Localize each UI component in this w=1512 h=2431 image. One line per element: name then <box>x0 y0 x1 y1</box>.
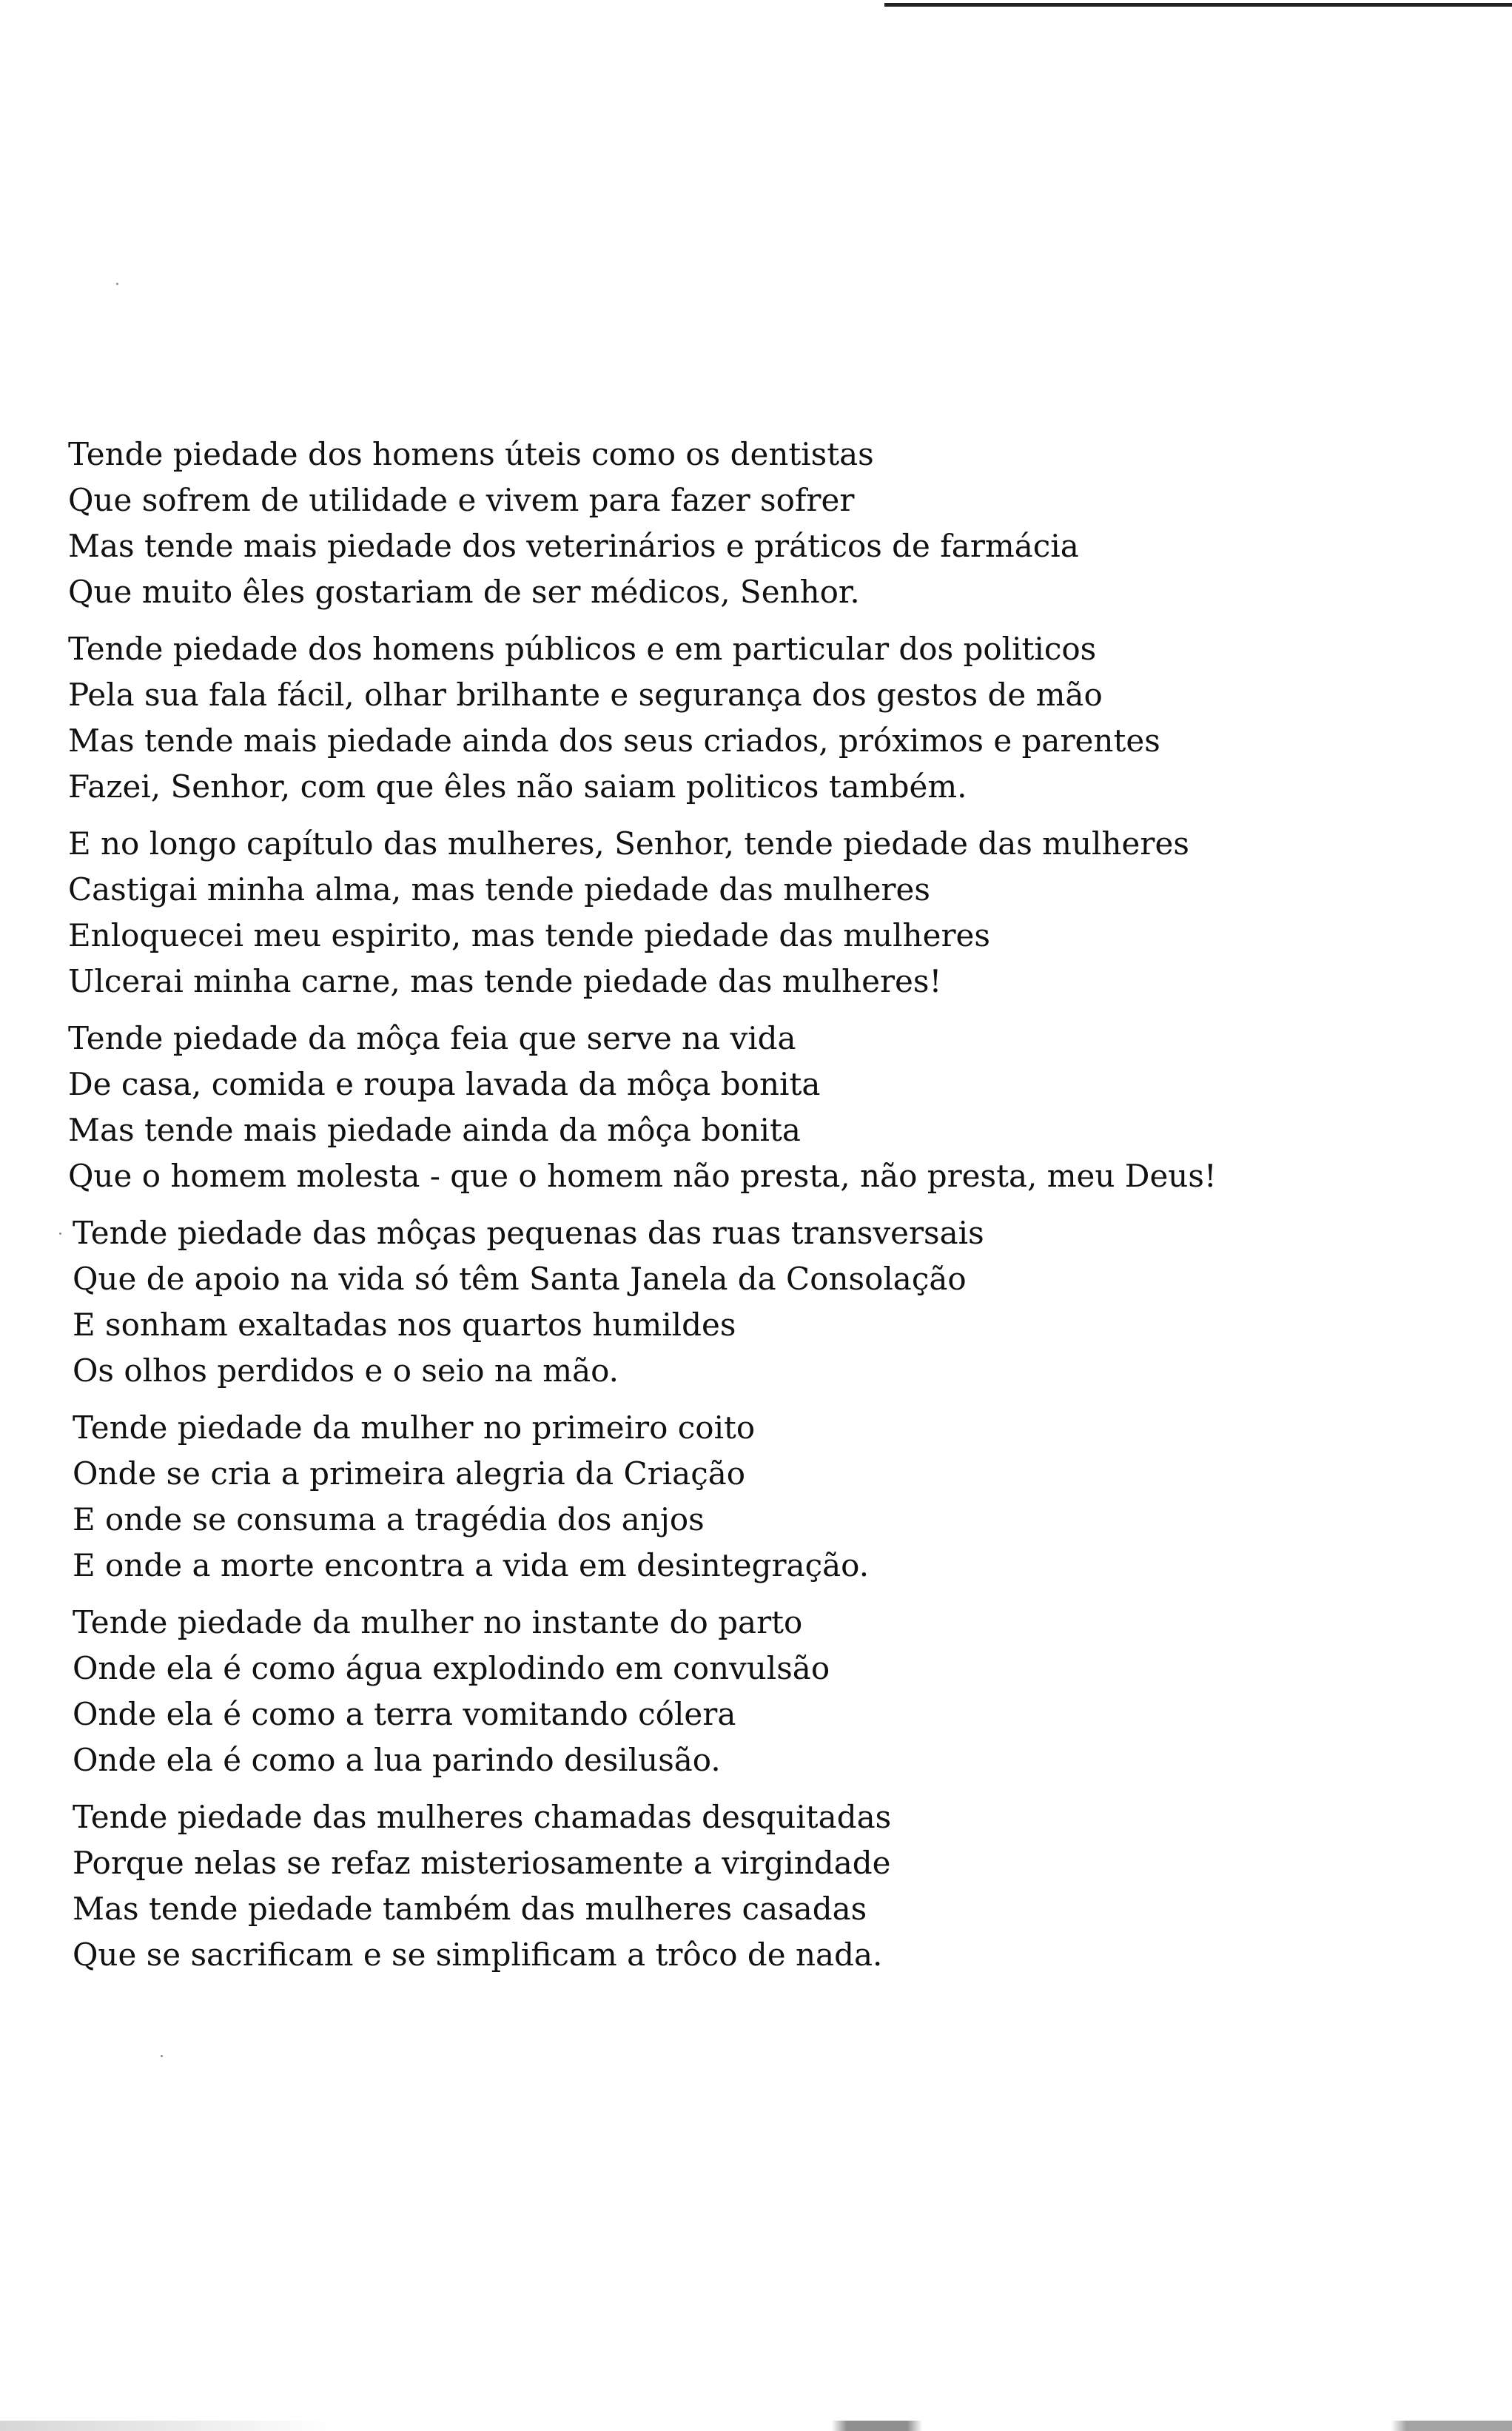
stanza <box>68 432 1217 615</box>
scan-top-rule <box>884 3 1512 7</box>
poem-line: Que o homem molesta - que o homem não presta, não presta, meu Deus! <box>68 1158 1217 1194</box>
poem-line: Tende piedade da mulher no instante do parto <box>73 1604 803 1640</box>
stanza <box>68 1600 1217 1783</box>
poem-line: Mas tende mais piedade ainda da môça bonita <box>68 1112 801 1148</box>
poem-line: Que muito êles gostariam de ser médicos, Senhor. <box>68 574 860 610</box>
scan-speck <box>161 2055 163 2057</box>
poem-line: Fazei, Senhor, com que êles não saiam politicos também. <box>68 768 967 805</box>
poem-line: Que sofrem de utilidade e vivem para fazer sofrer <box>68 482 855 518</box>
poem-line: Tende piedade da môça feia que serve na vida <box>68 1020 796 1056</box>
stanza <box>68 1016 1217 1199</box>
poem-line: Tende piedade das mulheres chamadas desquitadas <box>73 1799 892 1835</box>
scan-speck <box>116 283 118 285</box>
poem-line: Castigai minha alma, mas tende piedade das mulheres <box>68 871 930 908</box>
poem-text <box>68 432 1217 1989</box>
poem-line: Mas tende piedade também das mulheres casadas <box>73 1891 867 1927</box>
poem-line: Onde ela é como a lua parindo desilusão. <box>73 1742 721 1778</box>
poem-line: Que de apoio na vida só têm Santa Janela da Consolação <box>73 1261 967 1297</box>
poem-line: Tende piedade da mulher no primeiro coito <box>73 1409 756 1446</box>
poem-line: E no longo capítulo das mulheres, Senhor, tende piedade das mulheres <box>68 825 1189 862</box>
poem-line: De casa, comida e roupa lavada da môça bonita <box>68 1066 821 1102</box>
poem-line: Onde se cria a primeira alegria da Criação <box>73 1455 746 1492</box>
poem-line: Tende piedade dos homens úteis como os dentistas <box>68 436 874 472</box>
stanza <box>68 626 1217 810</box>
poem-line: Que se sacrificam e se simplificam a trôco de nada. <box>73 1937 883 1973</box>
poem-line: Enloquecei meu espirito, mas tende piedade das mulheres <box>68 917 990 953</box>
poem-line: Ulcerai minha carne, mas tende piedade das mulheres! <box>68 963 942 999</box>
stanza <box>68 1210 1217 1394</box>
poem-line: Porque nelas se refaz misteriosamente a virgindade <box>73 1845 891 1881</box>
scan-bottom-edge <box>0 2421 1512 2431</box>
poem-line: Onde ela é como água explodindo em convulsão <box>73 1650 830 1686</box>
stanza <box>68 1794 1217 1978</box>
poem-line: Tende piedade das môças pequenas das ruas transversais <box>73 1215 984 1251</box>
stanza <box>68 1405 1217 1589</box>
scan-speck <box>59 1233 61 1235</box>
poem-line: Pela sua fala fácil, olhar brilhante e segurança dos gestos de mão <box>68 677 1103 713</box>
poem-line: E onde a morte encontra a vida em desintegração. <box>73 1547 870 1583</box>
poem-line: Mas tende mais piedade dos veterinários e práticos de farmácia <box>68 528 1079 564</box>
poem-line: Os olhos perdidos e o seio na mão. <box>73 1352 619 1389</box>
poem-line: E onde se consuma a tragédia dos anjos <box>73 1501 705 1538</box>
poem-line: Onde ela é como a terra vomitando cólera <box>73 1696 736 1732</box>
poem-line: Tende piedade dos homens públicos e em particular dos politicos <box>68 631 1097 667</box>
poem-line: E sonham exaltadas nos quartos humildes <box>73 1307 736 1343</box>
stanza <box>68 821 1217 1005</box>
poem-line: Mas tende mais piedade ainda dos seus criados, próximos e parentes <box>68 722 1160 759</box>
